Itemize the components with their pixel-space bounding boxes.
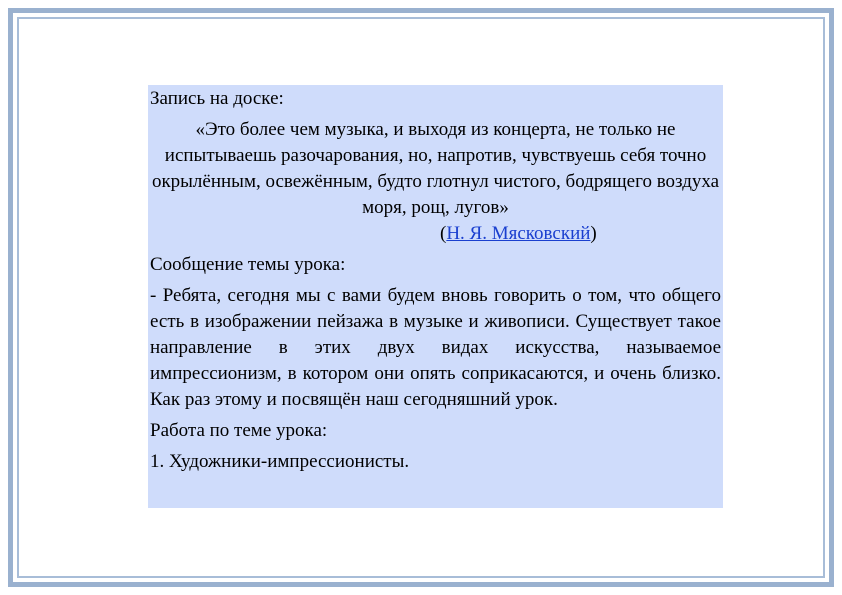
board-heading: Запись на доске:: [150, 88, 284, 109]
quote-author: [150, 221, 721, 247]
topic-heading: Сообщение темы урока:: [150, 254, 346, 275]
author-link[interactable]: Н. Я. Мясковский: [446, 223, 591, 244]
author-close-paren: ): [590, 223, 597, 244]
work-item-1: 1. Художники-импрессионисты.: [150, 451, 410, 472]
quote-text: «Это более чем музыка, и выходя из концерта, не только не испытываешь разочарования, но, напротив, чувствуешь себя точно окрылённым, освежённым, будто глотнул чистого, бодрящего воздуха моря, рощ, лугов»: [151, 119, 720, 218]
work-heading: Работа по теме урока:: [150, 420, 328, 441]
author-open-paren: (: [440, 223, 447, 244]
slide-text-panel: [148, 85, 723, 508]
topic-text: - Ребята, сегодня мы с вами будем вновь говорить о том, что общего есть в изображении пейзажа в музыке и живописи. Существует такое направление в этих двух видах искусства, называемое импрессионизм, в котором они опять соприкасаются, и очень близко. Как раз этому и посвящён наш сегодняшний урок.: [150, 285, 721, 410]
